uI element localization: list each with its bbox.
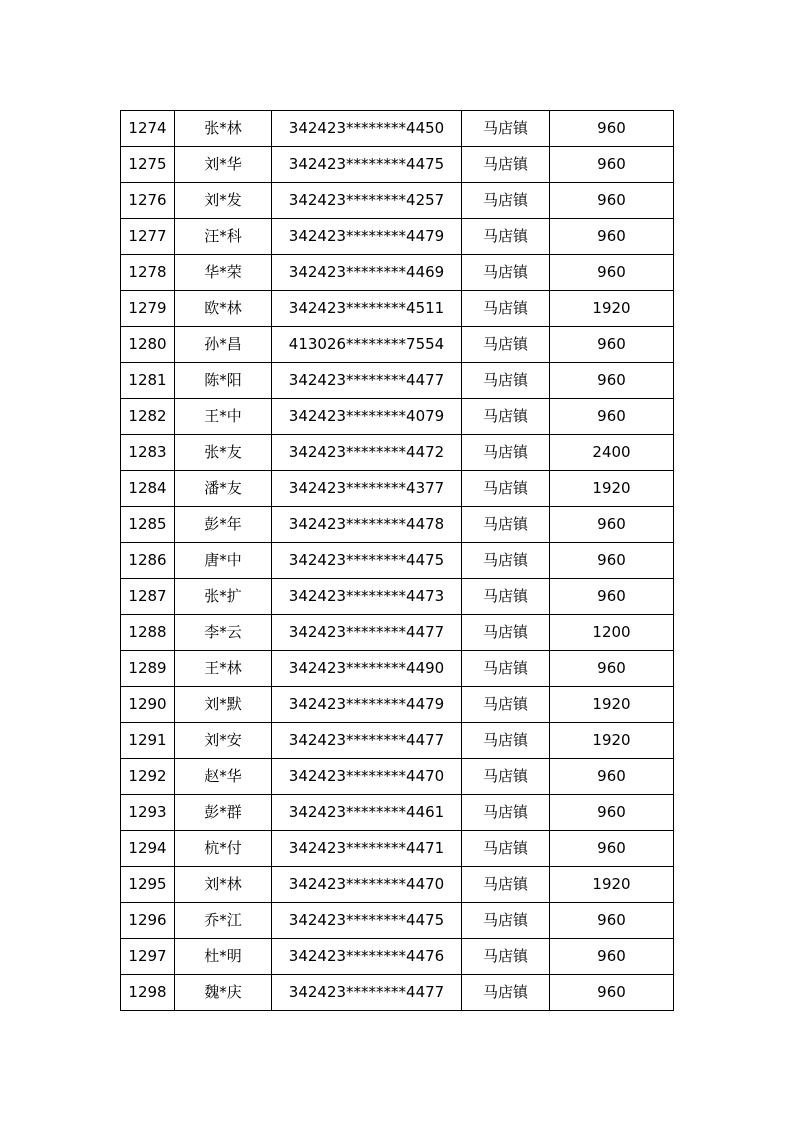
amount-cell: 960 xyxy=(550,939,674,975)
id-number-cell: 342423********4479 xyxy=(272,219,462,255)
amount-cell: 1920 xyxy=(550,471,674,507)
table-row xyxy=(121,759,674,795)
table-body xyxy=(121,111,674,1011)
row-number-cell: 1277 xyxy=(121,219,175,255)
row-number-cell: 1287 xyxy=(121,579,175,615)
amount-cell: 960 xyxy=(550,795,674,831)
table-row xyxy=(121,399,674,435)
amount-cell: 1920 xyxy=(550,687,674,723)
id-number-cell: 342423********4477 xyxy=(272,975,462,1011)
town-cell: 马店镇 xyxy=(462,795,550,831)
town-cell: 马店镇 xyxy=(462,831,550,867)
row-number-cell: 1284 xyxy=(121,471,175,507)
town-cell: 马店镇 xyxy=(462,975,550,1011)
id-number-cell: 342423********4477 xyxy=(272,615,462,651)
town-cell: 马店镇 xyxy=(462,615,550,651)
row-number-cell: 1295 xyxy=(121,867,175,903)
row-number-cell: 1297 xyxy=(121,939,175,975)
id-number-cell: 413026********7554 xyxy=(272,327,462,363)
id-number-cell: 342423********4475 xyxy=(272,147,462,183)
amount-cell: 960 xyxy=(550,759,674,795)
amount-cell: 960 xyxy=(550,255,674,291)
row-number-cell: 1294 xyxy=(121,831,175,867)
table-row xyxy=(121,435,674,471)
id-number-cell: 342423********4477 xyxy=(272,363,462,399)
amount-cell: 960 xyxy=(550,903,674,939)
name-cell: 乔*江 xyxy=(175,903,272,939)
row-number-cell: 1289 xyxy=(121,651,175,687)
subsidy-table xyxy=(120,110,674,1011)
town-cell: 马店镇 xyxy=(462,111,550,147)
amount-cell: 960 xyxy=(550,183,674,219)
id-number-cell: 342423********4479 xyxy=(272,687,462,723)
table-row xyxy=(121,579,674,615)
id-number-cell: 342423********4473 xyxy=(272,579,462,615)
id-number-cell: 342423********4475 xyxy=(272,543,462,579)
name-cell: 刘*发 xyxy=(175,183,272,219)
town-cell: 马店镇 xyxy=(462,939,550,975)
row-number-cell: 1279 xyxy=(121,291,175,327)
name-cell: 杜*明 xyxy=(175,939,272,975)
town-cell: 马店镇 xyxy=(462,687,550,723)
id-number-cell: 342423********4475 xyxy=(272,903,462,939)
row-number-cell: 1281 xyxy=(121,363,175,399)
id-number-cell: 342423********4461 xyxy=(272,795,462,831)
table-row xyxy=(121,219,674,255)
id-number-cell: 342423********4469 xyxy=(272,255,462,291)
id-number-cell: 342423********4470 xyxy=(272,867,462,903)
row-number-cell: 1275 xyxy=(121,147,175,183)
amount-cell: 1920 xyxy=(550,291,674,327)
table-row xyxy=(121,615,674,651)
amount-cell: 2400 xyxy=(550,435,674,471)
row-number-cell: 1278 xyxy=(121,255,175,291)
name-cell: 魏*庆 xyxy=(175,975,272,1011)
town-cell: 马店镇 xyxy=(462,399,550,435)
amount-cell: 1920 xyxy=(550,723,674,759)
row-number-cell: 1276 xyxy=(121,183,175,219)
amount-cell: 960 xyxy=(550,579,674,615)
name-cell: 陈*阳 xyxy=(175,363,272,399)
table-row xyxy=(121,255,674,291)
name-cell: 李*云 xyxy=(175,615,272,651)
table-row xyxy=(121,831,674,867)
row-number-cell: 1274 xyxy=(121,111,175,147)
row-number-cell: 1290 xyxy=(121,687,175,723)
amount-cell: 960 xyxy=(550,147,674,183)
id-number-cell: 342423********4450 xyxy=(272,111,462,147)
name-cell: 张*友 xyxy=(175,435,272,471)
town-cell: 马店镇 xyxy=(462,903,550,939)
town-cell: 马店镇 xyxy=(462,183,550,219)
id-number-cell: 342423********4476 xyxy=(272,939,462,975)
table-row xyxy=(121,795,674,831)
table-row xyxy=(121,903,674,939)
row-number-cell: 1293 xyxy=(121,795,175,831)
amount-cell: 960 xyxy=(550,543,674,579)
name-cell: 刘*华 xyxy=(175,147,272,183)
id-number-cell: 342423********4471 xyxy=(272,831,462,867)
name-cell: 华*荣 xyxy=(175,255,272,291)
name-cell: 赵*华 xyxy=(175,759,272,795)
town-cell: 马店镇 xyxy=(462,291,550,327)
amount-cell: 960 xyxy=(550,363,674,399)
amount-cell: 960 xyxy=(550,831,674,867)
amount-cell: 960 xyxy=(550,327,674,363)
name-cell: 张*林 xyxy=(175,111,272,147)
id-number-cell: 342423********4478 xyxy=(272,507,462,543)
town-cell: 马店镇 xyxy=(462,471,550,507)
town-cell: 马店镇 xyxy=(462,363,550,399)
table-row xyxy=(121,543,674,579)
row-number-cell: 1280 xyxy=(121,327,175,363)
row-number-cell: 1283 xyxy=(121,435,175,471)
id-number-cell: 342423********4470 xyxy=(272,759,462,795)
id-number-cell: 342423********4257 xyxy=(272,183,462,219)
table-row xyxy=(121,687,674,723)
table-row xyxy=(121,651,674,687)
amount-cell: 1200 xyxy=(550,615,674,651)
name-cell: 孙*昌 xyxy=(175,327,272,363)
name-cell: 欧*林 xyxy=(175,291,272,327)
name-cell: 彭*年 xyxy=(175,507,272,543)
town-cell: 马店镇 xyxy=(462,147,550,183)
amount-cell: 1920 xyxy=(550,867,674,903)
id-number-cell: 342423********4477 xyxy=(272,723,462,759)
table-row xyxy=(121,723,674,759)
name-cell: 杭*付 xyxy=(175,831,272,867)
row-number-cell: 1298 xyxy=(121,975,175,1011)
name-cell: 张*扩 xyxy=(175,579,272,615)
amount-cell: 960 xyxy=(550,219,674,255)
table-row xyxy=(121,975,674,1011)
id-number-cell: 342423********4472 xyxy=(272,435,462,471)
table-row xyxy=(121,507,674,543)
name-cell: 潘*友 xyxy=(175,471,272,507)
name-cell: 王*林 xyxy=(175,651,272,687)
id-number-cell: 342423********4490 xyxy=(272,651,462,687)
table-row xyxy=(121,147,674,183)
town-cell: 马店镇 xyxy=(462,507,550,543)
id-number-cell: 342423********4511 xyxy=(272,291,462,327)
name-cell: 刘*安 xyxy=(175,723,272,759)
table-row xyxy=(121,471,674,507)
table-row xyxy=(121,867,674,903)
town-cell: 马店镇 xyxy=(462,435,550,471)
amount-cell: 960 xyxy=(550,975,674,1011)
name-cell: 唐*中 xyxy=(175,543,272,579)
town-cell: 马店镇 xyxy=(462,255,550,291)
row-number-cell: 1288 xyxy=(121,615,175,651)
table-row xyxy=(121,111,674,147)
table-row xyxy=(121,291,674,327)
table-row xyxy=(121,939,674,975)
name-cell: 刘*林 xyxy=(175,867,272,903)
row-number-cell: 1291 xyxy=(121,723,175,759)
name-cell: 彭*群 xyxy=(175,795,272,831)
row-number-cell: 1292 xyxy=(121,759,175,795)
row-number-cell: 1285 xyxy=(121,507,175,543)
amount-cell: 960 xyxy=(550,507,674,543)
town-cell: 马店镇 xyxy=(462,759,550,795)
table-row xyxy=(121,363,674,399)
town-cell: 马店镇 xyxy=(462,723,550,759)
town-cell: 马店镇 xyxy=(462,219,550,255)
town-cell: 马店镇 xyxy=(462,867,550,903)
town-cell: 马店镇 xyxy=(462,579,550,615)
name-cell: 刘*默 xyxy=(175,687,272,723)
town-cell: 马店镇 xyxy=(462,543,550,579)
row-number-cell: 1296 xyxy=(121,903,175,939)
row-number-cell: 1286 xyxy=(121,543,175,579)
town-cell: 马店镇 xyxy=(462,327,550,363)
town-cell: 马店镇 xyxy=(462,651,550,687)
name-cell: 汪*科 xyxy=(175,219,272,255)
id-number-cell: 342423********4377 xyxy=(272,471,462,507)
table-row xyxy=(121,327,674,363)
table-row xyxy=(121,183,674,219)
amount-cell: 960 xyxy=(550,651,674,687)
id-number-cell: 342423********4079 xyxy=(272,399,462,435)
row-number-cell: 1282 xyxy=(121,399,175,435)
name-cell: 王*中 xyxy=(175,399,272,435)
amount-cell: 960 xyxy=(550,111,674,147)
amount-cell: 960 xyxy=(550,399,674,435)
